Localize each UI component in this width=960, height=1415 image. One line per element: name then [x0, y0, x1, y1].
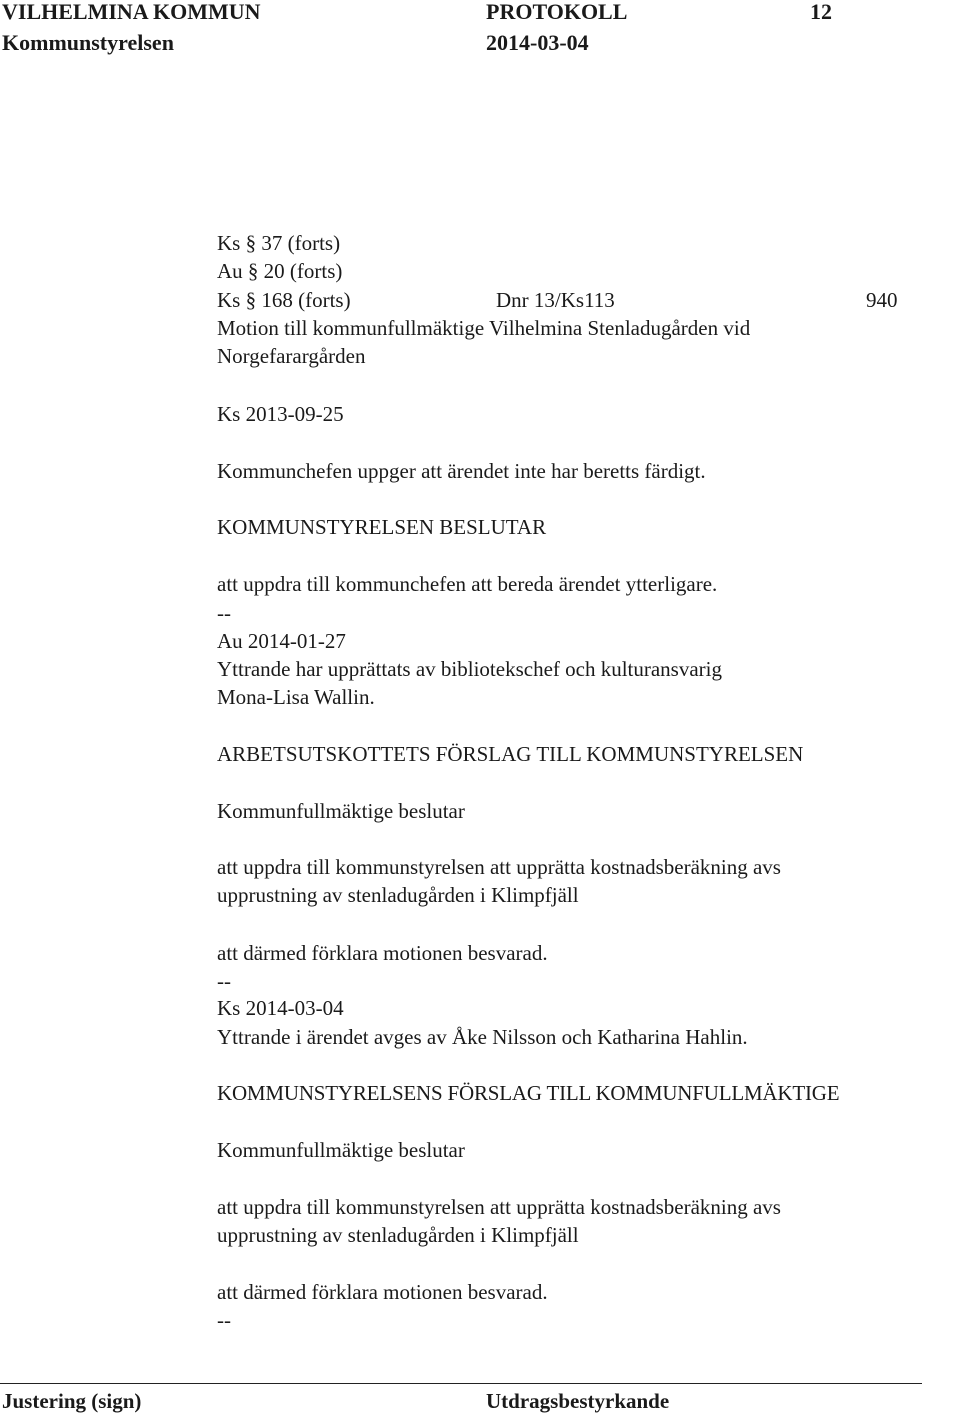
justering-label: Justering (sign): [2, 1389, 142, 1413]
utdragsbestyrkande-label: Utdragsbestyrkande: [486, 1389, 670, 1413]
au-att-2: att därmed förklara motionen besvarad.: [217, 941, 548, 965]
motion-title-line-2: Norgefarargården: [217, 344, 366, 368]
au-kf-beslutar: Kommunfullmäktige beslutar: [217, 799, 465, 823]
ks-date: Ks 2013-09-25: [217, 402, 344, 426]
section-ref-ks: Ks § 37 (forts): [217, 231, 341, 255]
committee-name: Kommunstyrelsen: [2, 30, 174, 55]
ks-heading: KOMMUNSTYRELSEN BESLUTAR: [217, 515, 547, 539]
au-note-line-2: Mona-Lisa Wallin.: [217, 685, 375, 709]
diary-number: Dnr 13/Ks113: [496, 288, 615, 312]
ks2-note: Yttrande i ärendet avges av Åke Nilsson och Katharina Hahlin.: [217, 1025, 748, 1049]
municipality-name: VILHELMINA KOMMUN: [2, 0, 261, 24]
separator-2: --: [217, 969, 231, 993]
separator-3: --: [217, 1308, 231, 1332]
separator-1: --: [217, 601, 231, 625]
ks2-kf-beslutar: Kommunfullmäktige beslutar: [217, 1138, 465, 1162]
ks2-att-2: att därmed förklara motionen besvarad.: [217, 1280, 548, 1304]
au-note-line-1: Yttrande har upprättats av bibliotekschef och kulturansvarig: [217, 657, 723, 681]
au-att-1-line-1: att uppdra till kommunstyrelsen att upprätta kostnadsberäkning avs: [217, 855, 781, 879]
au-date: Au 2014-01-27: [217, 629, 346, 653]
ks2-att-1-line-2: upprustning av stenladugården i Klimpfjäll: [217, 1223, 579, 1247]
motion-title-line-1: Motion till kommunfullmäktige Vilhelmina Stenladugården vid: [217, 316, 751, 340]
au-att-1-line-2: upprustning av stenladugården i Klimpfjäll: [217, 883, 579, 907]
meeting-date: 2014-03-04: [486, 30, 589, 55]
archive-code: 940: [866, 288, 898, 312]
section-ref-ks-168: Ks § 168 (forts): [217, 288, 351, 312]
page-number: 12: [810, 0, 832, 24]
ks2-att-1-line-1: att uppdra till kommunstyrelsen att upprätta kostnadsberäkning avs: [217, 1195, 781, 1219]
ks-note: Kommunchefen uppger att ärendet inte har beretts färdigt.: [217, 459, 706, 483]
ks2-date: Ks 2014-03-04: [217, 996, 344, 1020]
document-type: PROTOKOLL: [486, 0, 628, 24]
ks-decision: att uppdra till kommunchefen att bereda ärendet ytterligare.: [217, 572, 718, 596]
ks2-heading: KOMMUNSTYRELSENS FÖRSLAG TILL KOMMUNFULLMÄKTIGE: [217, 1081, 840, 1105]
au-heading: ARBETSUTSKOTTETS FÖRSLAG TILL KOMMUNSTYRELSEN: [217, 742, 804, 766]
section-ref-au: Au § 20 (forts): [217, 259, 343, 283]
footer-rule: [0, 1383, 922, 1384]
